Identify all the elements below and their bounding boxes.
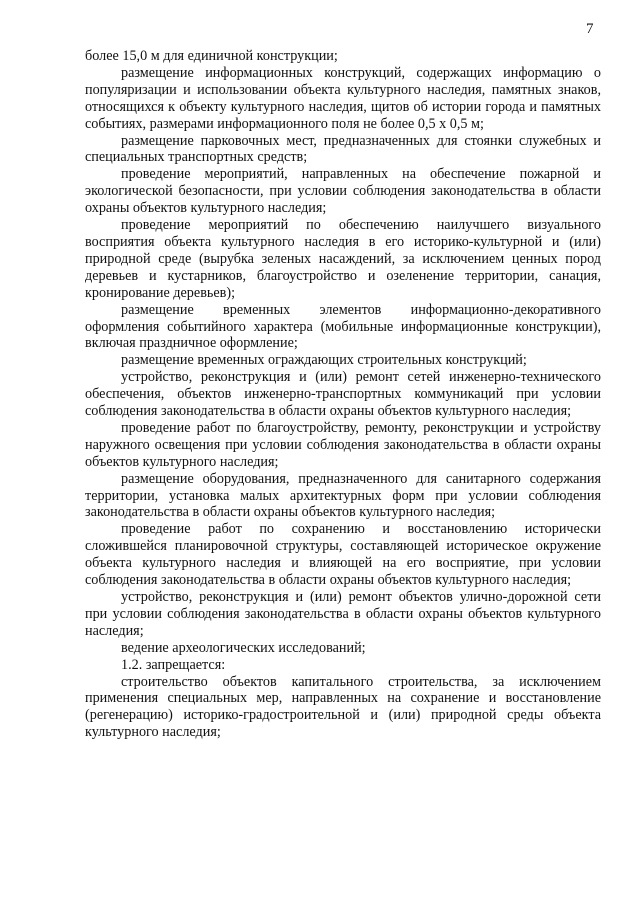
paragraph: размещение парковочных мест, предназначенных для стоянки служебных и специальных транспортных средств; xyxy=(85,132,601,166)
paragraph: проведение работ по благоустройству, ремонту, реконструкции и устройству наружного освещения при условии соблюдения законодательства в области охраны объектов культурного наследия; xyxy=(85,419,601,470)
paragraph: размещение оборудования, предназначенного для санитарного содержания территории, установка малых архитектурных форм при условии соблюдения законодательства в области охраны объектов культурного наследия; xyxy=(85,470,601,521)
paragraph: устройство, реконструкция и (или) ремонт сетей инженерно-технического обеспечения, объектов инженерно-транспортных коммуникаций при условии соблюдения законодательства в области охраны объектов культурного наследия; xyxy=(85,369,601,420)
paragraph: ведение археологических исследований; xyxy=(121,639,366,656)
paragraph: размещение временных ограждающих строительных конструкций; xyxy=(121,352,527,369)
section-heading: 1.2. запрещается: xyxy=(121,656,226,673)
paragraph: размещение временных элементов информационно-декоративного оформления событийного характера (мобильные информационные конструкции), включая праздничное оформление; xyxy=(85,301,601,352)
paragraph: более 15,0 м для единичной конструкции; xyxy=(85,48,338,64)
paragraph: проведение мероприятий, направленных на обеспечение пожарной и экологической безопасности, при условии соблюдения законодательства в области охраны объектов культурного наследия; xyxy=(85,166,601,217)
document-body xyxy=(85,48,601,741)
paragraph: строительство объектов капитального строительства, за исключением применения специальных мер, направленных на сохранение и восстановление (регенерацию) историко-градостроительной и (или) природной среды объекта культурного наследия; xyxy=(85,673,601,741)
paragraph: проведение работ по сохранению и восстановлению исторически сложившейся планировочной структуры, составляющей историческое окружение объекта культурного наследия и влияющей на его восприятие, при условии соблюдения законодательства в области охраны объектов культурного наследия; xyxy=(85,521,601,589)
paragraph: устройство, реконструкция и (или) ремонт объектов улично-дорожной сети при условии соблюдения законодательства в области охраны объектов культурного наследия; xyxy=(85,589,601,639)
paragraph: размещение информационных конструкций, содержащих информацию о популяризации и использовании объекта культурного наследия, памятных знаков, относящихся к объекту культурного наследия, щитов об истории города и памятных событиях, размерами информационного поля не более 0,5 х 0,5 м; xyxy=(85,64,601,132)
paragraph: проведение мероприятий по обеспечению наилучшего визуального восприятия объекта культурного наследия в его историко-культурной и (или) природной среде (вырубка зеленых насаждений, за исключением ценных пород деревьев и кустарников, благоустройство и озеленение территории, санация, кронирование деревьев); xyxy=(85,217,601,301)
page-number: 7 xyxy=(586,21,594,37)
